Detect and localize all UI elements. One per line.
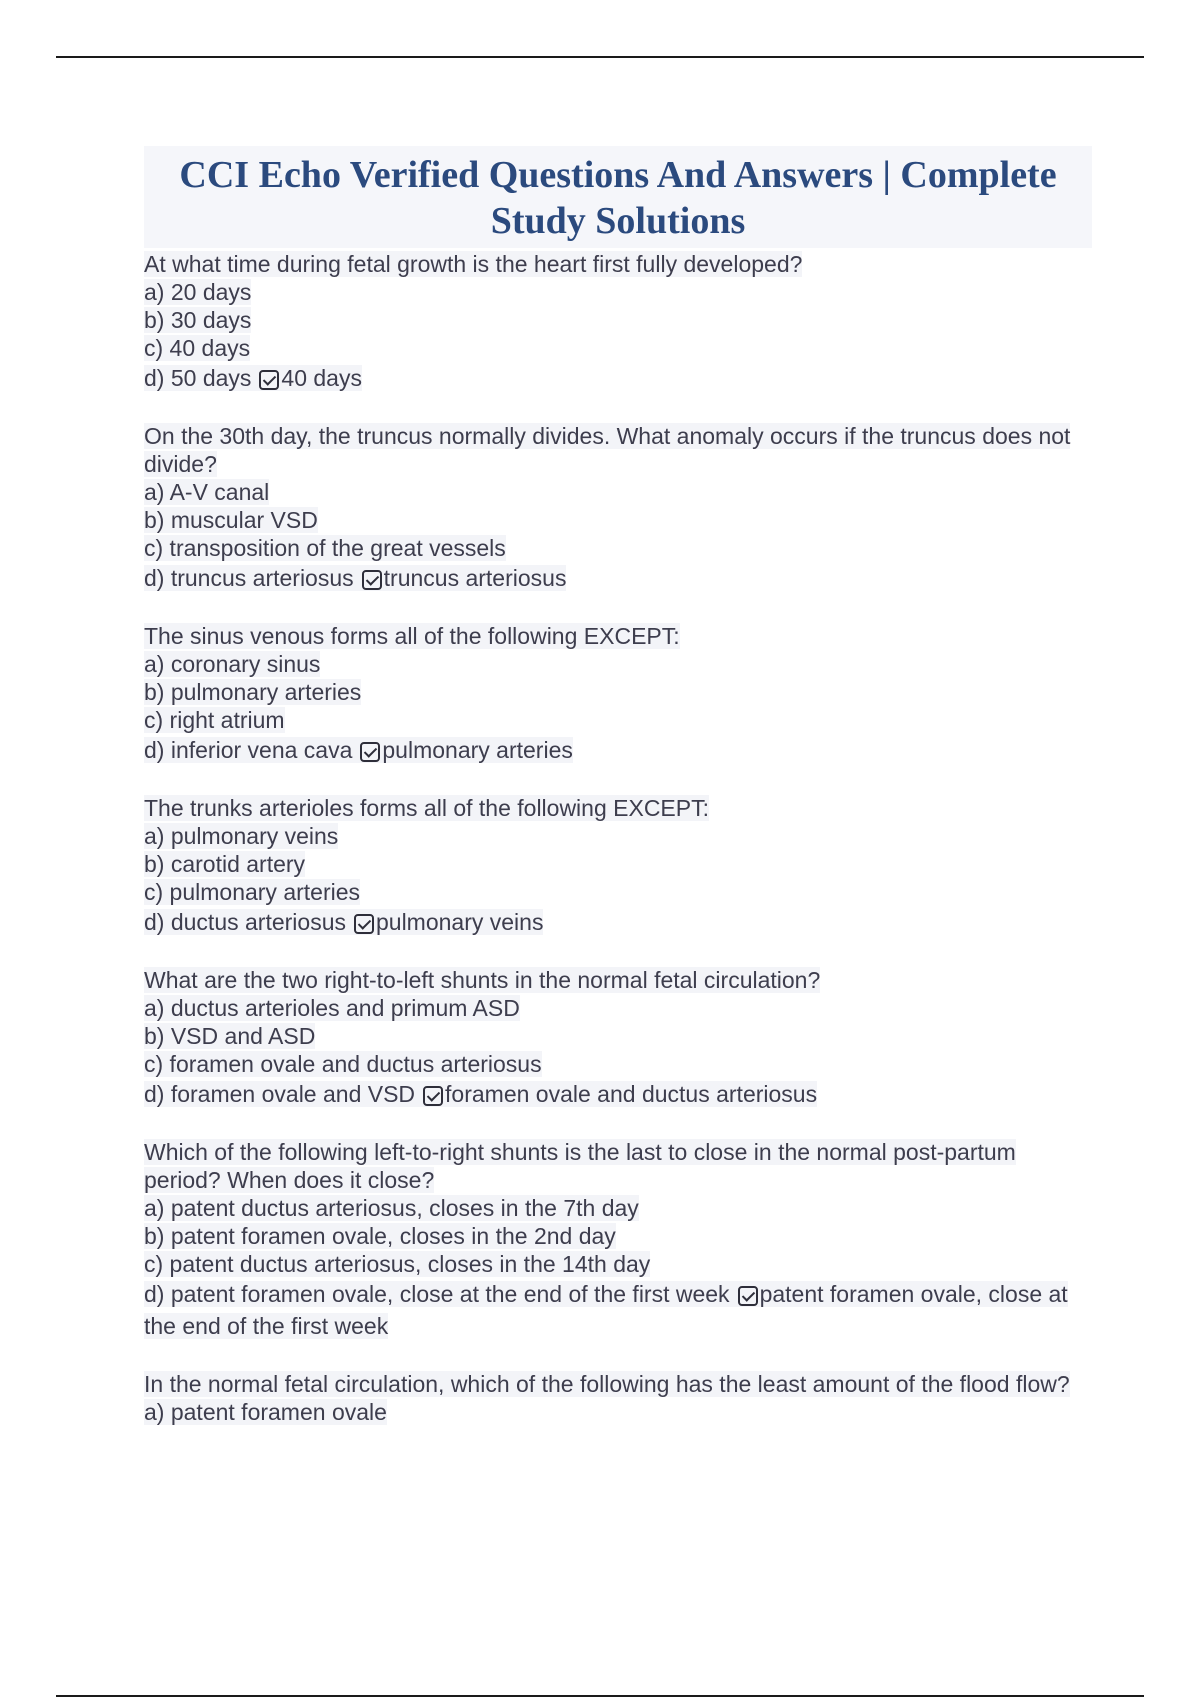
option: c) 40 days — [144, 335, 251, 361]
option-with-answer: d) inferior vena cava pulmonary arteries — [144, 737, 573, 763]
option: c) transposition of the great vessels — [144, 535, 506, 561]
question-text: What are the two right-to-left shunts in the normal fetal circulation? — [144, 967, 821, 993]
option: c) foramen ovale and ductus arteriosus — [144, 1051, 542, 1077]
option: b) carotid artery — [144, 851, 306, 877]
checkbox-checked-icon — [423, 1086, 443, 1106]
checkbox-checked-icon — [354, 914, 374, 934]
question-text: In the normal fetal circulation, which of the following has the least amount of the flood flow? — [144, 1371, 1070, 1397]
option: a) A-V canal — [144, 479, 270, 505]
answer-text: truncus arteriosus — [383, 565, 567, 591]
option: a) pulmonary veins — [144, 823, 339, 849]
question-block — [144, 622, 1092, 766]
option: a) patent foramen ovale — [144, 1399, 387, 1425]
option-with-answer: d) patent foramen ovale, close at the end of the first week patent foramen ovale, close at the end of the first week — [144, 1281, 1068, 1339]
question-text: The trunks arterioles forms all of the following EXCEPT: — [144, 795, 710, 821]
checkbox-checked-icon — [362, 570, 382, 590]
question-text: The sinus venous forms all of the following EXCEPT: — [144, 623, 680, 649]
answer-text: patent foramen ovale, close at the end of the first week — [144, 1281, 1068, 1339]
question-text: At what time during fetal growth is the heart first fully developed? — [144, 251, 803, 277]
question-text: Which of the following left-to-right shunts is the last to close in the normal post-partum period? When does it close? — [144, 1139, 1016, 1193]
option: a) 20 days — [144, 279, 252, 305]
option-with-answer: d) truncus arteriosus truncus arteriosus — [144, 565, 567, 591]
option: c) patent ductus arteriosus, closes in the 14th day — [144, 1251, 651, 1277]
question-block — [144, 1138, 1092, 1342]
option-with-answer: d) ductus arteriosus pulmonary veins — [144, 909, 544, 935]
question-block — [144, 422, 1092, 594]
option: b) patent foramen ovale, closes in the 2nd day — [144, 1223, 616, 1249]
option-with-answer: d) foramen ovale and VSD foramen ovale and ductus arteriosus — [144, 1081, 818, 1107]
option: b) VSD and ASD — [144, 1023, 316, 1049]
option: a) ductus arterioles and primum ASD — [144, 995, 520, 1021]
document-title: CCI Echo Verified Questions And Answers | Complete Study Solutions — [144, 146, 1092, 248]
question-block — [144, 794, 1092, 938]
option: b) pulmonary arteries — [144, 679, 362, 705]
header-rule — [56, 56, 1144, 58]
document-body — [144, 146, 1092, 1454]
question-text: On the 30th day, the truncus normally divides. What anomaly occurs if the truncus does not divide? — [144, 423, 1071, 477]
option-with-answer: d) 50 days 40 days — [144, 365, 362, 391]
question-block — [144, 966, 1092, 1110]
answer-text: pulmonary arteries — [382, 737, 573, 763]
question-block — [144, 1370, 1092, 1426]
checkbox-checked-icon — [360, 742, 380, 762]
answer-text: 40 days — [281, 365, 362, 391]
answer-text: foramen ovale and ductus arteriosus — [445, 1081, 818, 1107]
footer-rule — [56, 1695, 1144, 1697]
option: c) right atrium — [144, 707, 285, 733]
checkbox-checked-icon — [738, 1286, 758, 1306]
option: a) coronary sinus — [144, 651, 321, 677]
option: b) 30 days — [144, 307, 252, 333]
answer-text: pulmonary veins — [375, 909, 544, 935]
option: b) muscular VSD — [144, 507, 318, 533]
question-block — [144, 250, 1092, 394]
checkbox-checked-icon — [259, 370, 279, 390]
option: a) patent ductus arteriosus, closes in the 7th day — [144, 1195, 639, 1221]
option: c) pulmonary arteries — [144, 879, 361, 905]
